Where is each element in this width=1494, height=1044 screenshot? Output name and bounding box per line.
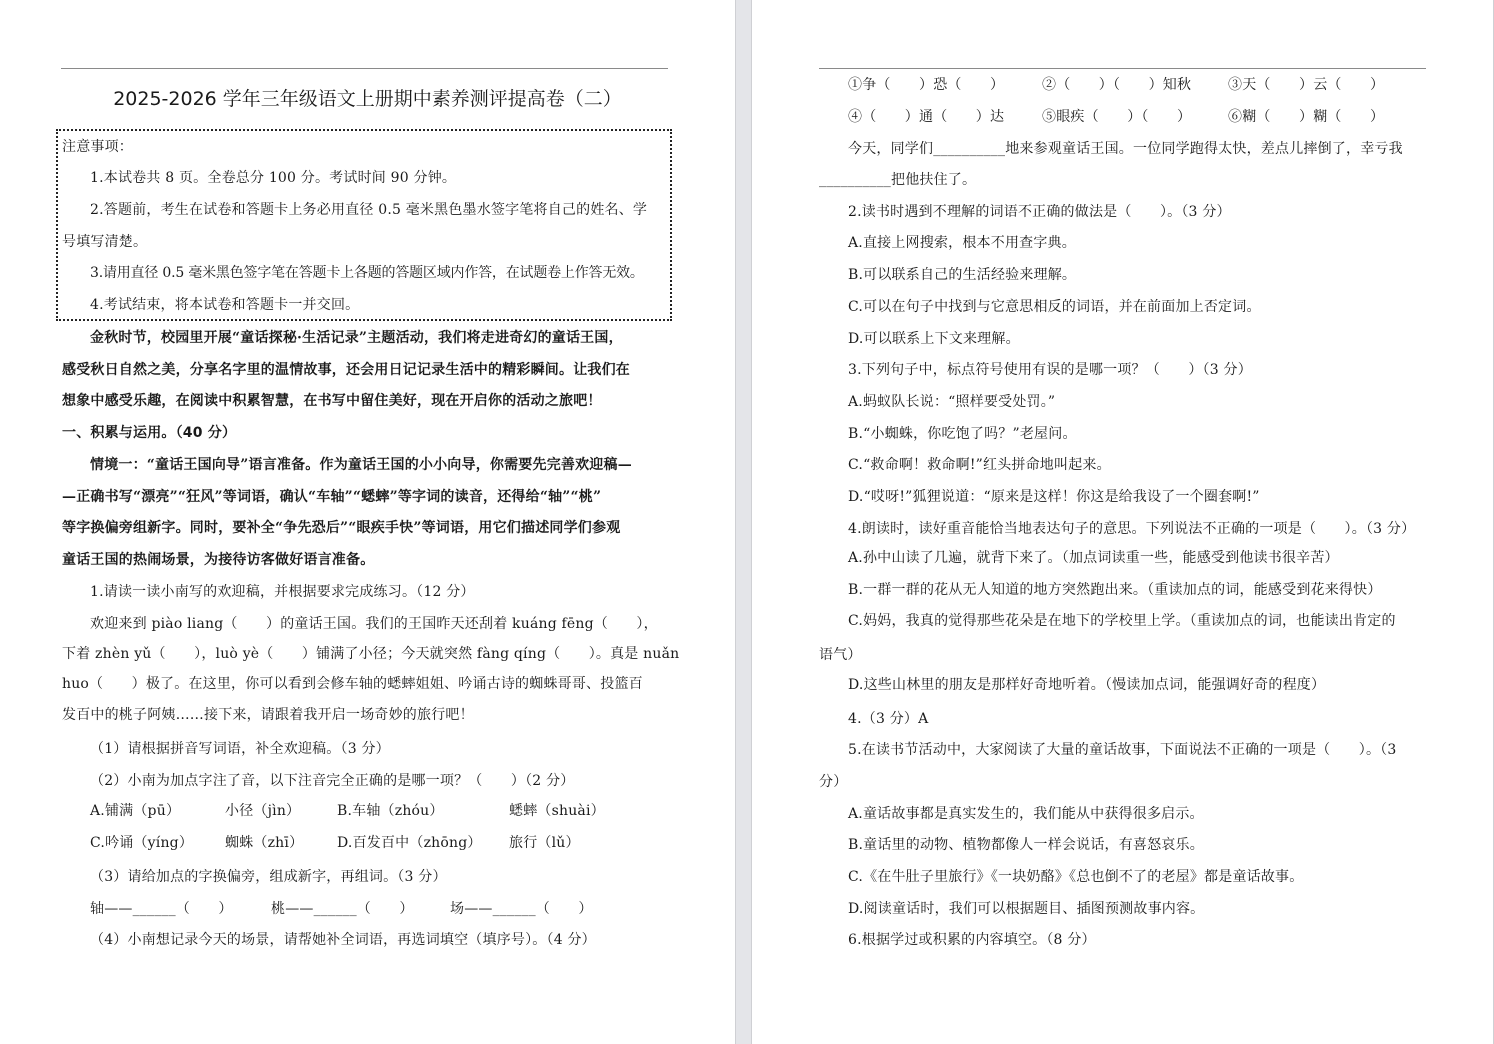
q5-option: D.阅读童话时，我们可以根据题目、插图预测故事内容。 [848,901,1205,917]
question-5: 分） [819,774,848,790]
q5-option: A.童话故事都是真实发生的，我们能从中获得很多启示。 [848,806,1204,822]
q3-option: A.蚂蚁队长说：“照样要受处罚。” [848,394,1056,410]
q2-option: A.直接上网搜索，根本不用查字典。 [848,235,1076,251]
question-3: 3.下列句子中，标点符号使用有误的是哪一项？（ ）（3 分） [848,362,1252,378]
welcome-text: 发百中的桃子阿姨……接下来，请跟着我开启一场奇妙的旅行吧！ [62,707,474,723]
q4-answer: 4.（3 分）A [848,711,929,727]
fill-sentence: 今天，同学们__________地来参观童话王国。一位同学跑得太快，差点儿摔倒了，幸亏我 [848,141,1403,157]
scenario-text: 情境一：“童话王国向导”语言准备。作为童话王国的小小向导，你需要先完善欢迎稿— [90,457,632,473]
idiom-item: ①争（ ）恐（ ） [848,77,1005,93]
radical-blank-3: 场——______（ ） [450,901,593,917]
section-heading: 一、积累与运用。（40 分） [62,425,237,441]
idiom-item: ③天（ ）云（ ） [1228,77,1385,93]
question-5: 5.在读书节活动中，大家阅读了大量的童话故事，下面说法不正确的一项是（ ）。（3 [848,742,1397,758]
q4-option: A.孙中山读了几遍，就背下来了。（加点词读重一些，能感受到他读书很辛苦） [848,550,1339,566]
q4-option: D.这些山林里的朋友是那样好奇地听着。（慢读加点词，能强调好奇的程度） [848,677,1326,693]
option-b-2: 蟋蟀（shuài） [509,803,605,819]
q3-option: D.“哎呀!”狐狸说道：“原来是这样！你这是给我设了一个圈套啊!” [848,489,1260,505]
notice-heading: 注意事项： [62,139,133,155]
page-left [0,0,736,1044]
q4-option: 语气） [819,647,862,663]
idiom-item: ⑥糊（ ）糊（ ） [1228,109,1385,125]
q5-option: C.《在牛肚子里旅行》《一块奶酪》《总也倒不了的老屋》都是童话故事。 [848,869,1304,885]
radical-blank-2: 桃——______（ ） [271,901,414,917]
q3-option: C.“救命啊！救命啊!”红头拼命地叫起来。 [848,457,1111,473]
question-4: 4.朗读时，读好重音能恰当地表达句子的意思。下列说法不正确的一项是（ ）。（3 分） [848,521,1416,537]
option-a: A.铺满（pū） [90,803,181,819]
question-1-4: （4）小南想记录今天的场景，请帮她补全词语，再选词填空（填序号）。（4 分） [90,932,596,948]
intro-text: 想象中感受乐趣，在阅读中积累智慧，在书写中留住美好，现在开启你的活动之旅吧！ [62,393,602,409]
scenario-text: 等字换偏旁组新字。同时，要补全“争先恐后”“眼疾手快”等词语，用它们描述同学们参观 [62,520,621,536]
idiom-item: ⑤眼疾（ ）（ ） [1042,109,1192,125]
question-1-1: （1）请根据拼音写词语，补全欢迎稿。（3 分） [90,741,390,757]
welcome-text: huo（ ）极了。在这里，你可以看到会修车轴的蟋蟀姐姐、吟诵古诗的蜘蛛哥哥、投篮百 [62,676,643,692]
page-right [751,0,1494,1044]
option-b: B.车轴（zhóu） [337,803,444,819]
q2-option: C.可以在句子中找到与它意思相反的词语，并在前面加上否定词。 [848,299,1261,315]
q4-option: B.一群一群的花从无人知道的地方突然跑出来。（重读加点的词，能感受到花来得快） [848,582,1382,598]
question-2: 2.读书时遇到不理解的词语不正确的做法是（ ）。（3 分） [848,204,1231,220]
intro-text: 感受秋日自然之美，分享名字里的温情故事，还会用日记记录生活中的精彩瞬间。让我们在 [62,362,630,378]
question-1: 1.请读一读小南写的欢迎稿，并根据要求完成练习。（12 分） [90,584,475,600]
q4-option: C.妈妈，我真的觉得那些花朵是在地下的学校里上学。（重读加点的词，也能读出肯定的 [848,613,1396,629]
option-c-2: 蜘蛛（zhī） [225,835,304,851]
q3-option: B.“小蜘蛛，你吃饱了吗？”老屋问。 [848,426,1077,442]
header-rule [819,68,1426,69]
notice-item: 2.答题前，考生在试卷和答题卡上务必用直径 0.5 毫米黑色墨水签字笔将自己的姓名、学 [90,202,648,218]
exam-title: 2025-2026 学年三年级语文上册期中素养测评提高卷（二） [113,88,622,110]
scenario-text: —正确书写“漂亮”“狂风”等词语，确认“车轴”“蟋蟀”等字词的读音，还得给“轴”“桃” [62,489,602,505]
intro-text: 金秋时节，校园里开展“童话探秘·生活记录”主题活动，我们将走进奇幻的童话王国， [90,330,623,346]
notice-item: 1.本试卷共 8 页。全卷总分 100 分。考试时间 90 分钟。 [90,170,457,186]
header-rule [61,68,668,69]
notice-item: 4.考试结束，将本试卷和答题卡一并交回。 [90,297,360,313]
option-c: C.吟诵（yíng） [90,835,194,851]
radical-blank-1: 轴——______（ ） [90,901,233,917]
welcome-text: 欢迎来到 piào liang（ ）的童话王国。我们的王国昨天还刮着 kuáng fēng（ ）， [90,616,658,632]
option-d-2: 旅行（lǔ） [509,835,580,851]
question-6: 6.根据学过或积累的内容填空。（8 分） [848,932,1096,948]
notice-item: 号填写清楚。 [62,234,148,250]
option-a-2: 小径（jìn） [225,803,301,819]
fill-sentence: __________把他扶住了。 [819,172,977,188]
q2-option: D.可以联系上下文来理解。 [848,331,1020,347]
idiom-item: ②（ ）（ ）知秋 [1042,77,1192,93]
q2-option: B.可以联系自己的生活经验来理解。 [848,267,1077,283]
notice-box [56,129,672,321]
scenario-text: 童话王国的热闹场景，为接待访客做好语言准备。 [62,552,375,568]
question-1-2: （2）小南为加点字注了音，以下注音完全正确的是哪一项？（ ）（2 分） [90,773,575,789]
q5-option: B.童话里的动物、植物都像人一样会说话，有喜怒哀乐。 [848,837,1204,853]
idiom-item: ④（ ）通（ ）达 [848,109,1005,125]
option-d: D.百发百中（zhōng） [337,835,482,851]
notice-item: 3.请用直径 0.5 毫米黑色签字笔在答题卡上各题的答题区域内作答，在试题卷上作答无效。 [90,265,644,281]
welcome-text: 下着 zhèn yǔ（ ），luò yè（ ）铺满了小径；今天就突然 fàng qíng（ ）。真是 nuǎn [62,646,680,662]
question-1-3: （3）请给加点的字换偏旁，组成新字，再组词。（3 分） [90,869,447,885]
